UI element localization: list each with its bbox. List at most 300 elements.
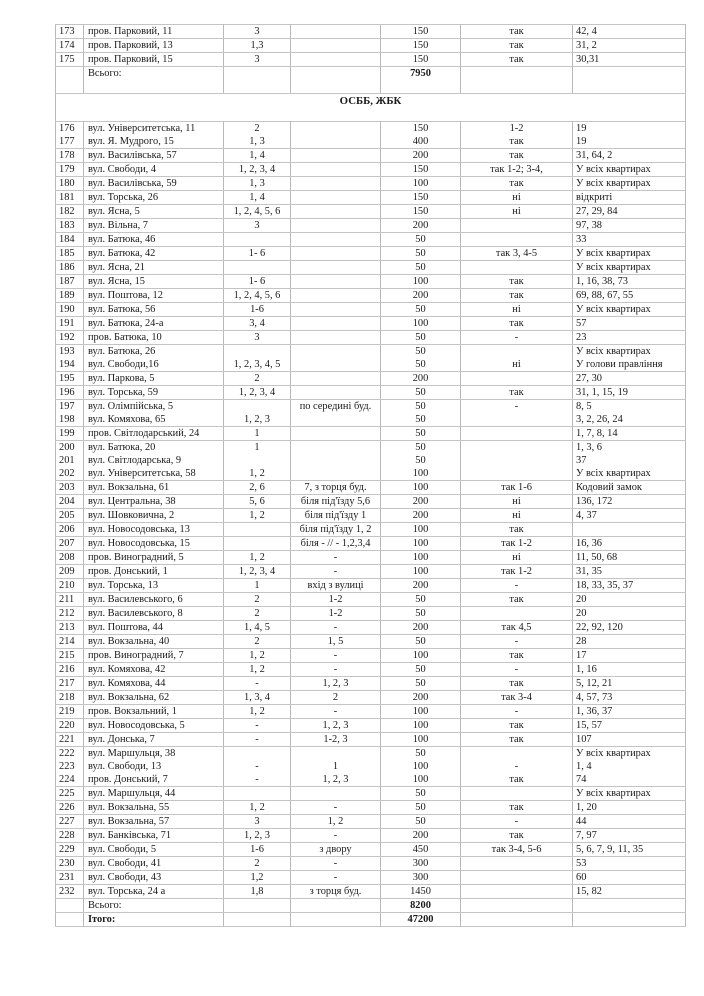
cell-position: з двору [291, 843, 381, 857]
cell-entrances [224, 787, 291, 801]
table-row [56, 149, 686, 163]
cell-position [291, 427, 381, 441]
cell-entrances: - [224, 719, 291, 733]
cell-position: 1, 2 [291, 815, 381, 829]
cell-volume: 50 [381, 345, 461, 359]
cell-code: так [461, 801, 573, 815]
cell-address: пров. Донський, 1 [84, 565, 224, 579]
cell-num: 217 [56, 677, 84, 691]
table-row [56, 565, 686, 579]
cell-address: пров. Донський, 7 [84, 773, 224, 787]
cell-volume: 50 [381, 815, 461, 829]
cell-position [291, 122, 381, 136]
cell-num: 232 [56, 885, 84, 899]
cell-entrances: 2 [224, 593, 291, 607]
cell-position [291, 177, 381, 191]
cell-num: 226 [56, 801, 84, 815]
cell-address: вул. Новосодовська, 13 [84, 523, 224, 537]
cell-code: - [461, 760, 573, 773]
cell-num: 174 [56, 39, 84, 53]
cell-address: вул. Свободи, 41 [84, 857, 224, 871]
cell-position: з торця буд. [291, 885, 381, 899]
cell-entrances: 1, 2, 4, 5, 6 [224, 289, 291, 303]
cell-apartments: 69, 88, 67, 55 [573, 289, 686, 303]
cell-volume: 150 [381, 39, 461, 53]
cell-address: вул. Університетська, 11 [84, 122, 224, 136]
cell-apartments: 30,31 [573, 53, 686, 67]
cell-num: 204 [56, 495, 84, 509]
cell-entrances: - [224, 773, 291, 787]
cell-num: 207 [56, 537, 84, 551]
cell-volume: 50 [381, 303, 461, 317]
cell-entrances [224, 913, 291, 927]
cell-num [56, 67, 84, 94]
cell-num: 206 [56, 523, 84, 537]
cell-address: вул. Вокзальна, 55 [84, 801, 224, 815]
cell-apartments: 1, 20 [573, 801, 686, 815]
cell-volume: 50 [381, 441, 461, 455]
section-rows [56, 122, 686, 899]
cell-entrances: 1, 2, 4, 5, 6 [224, 205, 291, 219]
cell-position: 1-2 [291, 607, 381, 621]
cell-apartments: 15, 82 [573, 885, 686, 899]
cell-entrances [224, 67, 291, 94]
cell-entrances: - [224, 733, 291, 747]
cell-entrances: 1 [224, 441, 291, 455]
cell-num: 197 [56, 400, 84, 414]
cell-code [461, 233, 573, 247]
cell-address: вул. Комяхова, 44 [84, 677, 224, 691]
cell-position [291, 39, 381, 53]
cell-address: вул. Торська, 59 [84, 386, 224, 400]
cell-address: вул. Комяхова, 42 [84, 663, 224, 677]
table-row [56, 787, 686, 801]
cell-entrances: 1- 6 [224, 275, 291, 289]
cell-apartments: 74 [573, 773, 686, 787]
cell-code: так [461, 649, 573, 663]
cell-entrances [224, 261, 291, 275]
cell-apartments: У всіх квартирах [573, 467, 686, 481]
cell-num: 209 [56, 565, 84, 579]
cell-volume: 50 [381, 454, 461, 467]
cell-entrances: 1, 2, 3, 4, 5 [224, 358, 291, 372]
cell-address: вул. Вокзальна, 40 [84, 635, 224, 649]
cell-apartments: У всіх квартирах [573, 247, 686, 261]
cell-apartments: 1, 16 [573, 663, 686, 677]
cell-apartments: 15, 57 [573, 719, 686, 733]
cell-num: 222 [56, 747, 84, 761]
cell-position: біля під'їзду 1, 2 [291, 523, 381, 537]
cell-apartments: 60 [573, 871, 686, 885]
cell-apartments: 33 [573, 233, 686, 247]
table-row [56, 719, 686, 733]
section-subtotal-label: Всього: [84, 899, 224, 913]
cell-address: вул. Новосодовська, 5 [84, 719, 224, 733]
cell-apartments: 1, 4 [573, 760, 686, 773]
table-row [56, 733, 686, 747]
cell-entrances: 1, 2 [224, 649, 291, 663]
cell-position: - [291, 857, 381, 871]
cell-entrances [224, 747, 291, 761]
cell-address: вул. Торська, 13 [84, 579, 224, 593]
cell-volume: 100 [381, 275, 461, 289]
cell-entrances [224, 400, 291, 414]
cell-volume: 100 [381, 467, 461, 481]
cell-volume: 50 [381, 400, 461, 414]
cell-volume: 50 [381, 593, 461, 607]
cell-address: пров. Батюка, 10 [84, 331, 224, 345]
cell-address: пров. Виноградний, 7 [84, 649, 224, 663]
cell-address: вул. Центральна, 38 [84, 495, 224, 509]
cell-num: 185 [56, 247, 84, 261]
cell-apartments: 42, 4 [573, 25, 686, 39]
cell-volume: 100 [381, 705, 461, 719]
cell-address: вул. Паркова, 5 [84, 372, 224, 386]
cell-code [461, 857, 573, 871]
cell-address: вул. Василевського, 6 [84, 593, 224, 607]
cell-position [291, 372, 381, 386]
cell-entrances: - [224, 677, 291, 691]
table-row [56, 331, 686, 345]
cell-address: вул. Ясна, 21 [84, 261, 224, 275]
cell-num: 223 [56, 760, 84, 773]
cell-code: так [461, 25, 573, 39]
table-row [56, 275, 686, 289]
table-row [56, 495, 686, 509]
cell-code: так [461, 289, 573, 303]
cell-volume: 300 [381, 871, 461, 885]
cell-entrances: 1, 2 [224, 509, 291, 523]
cell-volume: 50 [381, 747, 461, 761]
cell-entrances: 1, 2, 3 [224, 829, 291, 843]
cell-volume: 150 [381, 205, 461, 219]
table-row [56, 705, 686, 719]
cell-num: 210 [56, 579, 84, 593]
cell-apartments: 18, 33, 35, 37 [573, 579, 686, 593]
cell-apartments: 4, 37 [573, 509, 686, 523]
cell-apartments: У голови правління [573, 358, 686, 372]
cell-code: так [461, 149, 573, 163]
cell-num [56, 913, 84, 927]
cell-volume: 50 [381, 247, 461, 261]
cell-apartments: 28 [573, 635, 686, 649]
cell-apartments: 107 [573, 733, 686, 747]
cell-entrances: 1, 2, 3, 4 [224, 163, 291, 177]
cell-address: вул. Ясна, 15 [84, 275, 224, 289]
cell-num: 231 [56, 871, 84, 885]
cell-num: 182 [56, 205, 84, 219]
cell-position [291, 899, 381, 913]
table-row [56, 607, 686, 621]
cell-position: - [291, 801, 381, 815]
cell-position: 1 [291, 760, 381, 773]
cell-position [291, 67, 381, 94]
cell-address: вул. Свободи, 4 [84, 163, 224, 177]
table-row [56, 885, 686, 899]
cell-entrances: 1 [224, 579, 291, 593]
cell-num: 184 [56, 233, 84, 247]
subtotal-label: Всього: [84, 67, 224, 94]
cell-entrances: 1, 2, 3, 4 [224, 565, 291, 579]
cell-entrances [224, 523, 291, 537]
section-title-text: ОСББ, ЖБК [339, 95, 402, 107]
cell-volume: 50 [381, 427, 461, 441]
cell-address: вул. Шовковична, 2 [84, 509, 224, 523]
cell-address: вул. Донська, 7 [84, 733, 224, 747]
cell-position: 1, 2, 3 [291, 677, 381, 691]
cell-num: 225 [56, 787, 84, 801]
cell-position [291, 205, 381, 219]
cell-code [461, 885, 573, 899]
cell-volume: 200 [381, 149, 461, 163]
cell-address: вул. Ясна, 5 [84, 205, 224, 219]
cell-entrances: 2 [224, 122, 291, 136]
cell-apartments: У всіх квартирах [573, 303, 686, 317]
cell-num: 201 [56, 454, 84, 467]
cell-apartments: 19 [573, 135, 686, 149]
cell-address: пров. Парковий, 15 [84, 53, 224, 67]
table-row [56, 53, 686, 67]
cell-volume: 100 [381, 317, 461, 331]
cell-address: вул. Я. Мудрого, 15 [84, 135, 224, 149]
cell-position: біля - // - 1,2,3,4 [291, 537, 381, 551]
cell-address: вул. Олімпійська, 5 [84, 400, 224, 414]
cell-address: вул. Василівська, 59 [84, 177, 224, 191]
cell-entrances: 2 [224, 857, 291, 871]
cell-entrances: 3 [224, 25, 291, 39]
table-row [56, 579, 686, 593]
cell-apartments: 44 [573, 815, 686, 829]
cell-code [461, 607, 573, 621]
cell-position [291, 219, 381, 233]
table-row [56, 747, 686, 761]
cell-address: вул. Батюка, 56 [84, 303, 224, 317]
cell-code: - [461, 663, 573, 677]
cell-code [461, 413, 573, 427]
cell-code [461, 454, 573, 467]
cell-position [291, 467, 381, 481]
cell-address: вул. Світлодарська, 9 [84, 454, 224, 467]
cell-entrances: 1, 4, 5 [224, 621, 291, 635]
cell-num: 180 [56, 177, 84, 191]
cell-entrances: 3 [224, 331, 291, 345]
cell-volume: 200 [381, 579, 461, 593]
cell-apartments: 16, 36 [573, 537, 686, 551]
cell-entrances: 1, 2 [224, 801, 291, 815]
cell-apartments: 5, 12, 21 [573, 677, 686, 691]
cell-volume: 200 [381, 691, 461, 705]
subtotal-value: 7950 [381, 67, 461, 94]
cell-address: вул. Батюка, 24-а [84, 317, 224, 331]
cell-code [461, 467, 573, 481]
cell-code: ні [461, 191, 573, 205]
cell-volume: 100 [381, 481, 461, 495]
cell-apartments: 8, 5 [573, 400, 686, 414]
table-row [56, 39, 686, 53]
cell-code: так 4,5 [461, 621, 573, 635]
cell-entrances: 2 [224, 635, 291, 649]
cell-address: вул. Банківська, 71 [84, 829, 224, 843]
cell-address: вул. Василевського, 8 [84, 607, 224, 621]
cell-apartments: 1, 7, 8, 14 [573, 427, 686, 441]
cell-code: так [461, 317, 573, 331]
cell-num: 176 [56, 122, 84, 136]
cell-entrances: 1, 3, 4 [224, 691, 291, 705]
cell-num: 219 [56, 705, 84, 719]
cell-address: вул. Василівська, 57 [84, 149, 224, 163]
table-row [56, 829, 686, 843]
cell-apartments: 5, 6, 7, 9, 11, 35 [573, 843, 686, 857]
cell-code: так [461, 39, 573, 53]
cell-apartments: 20 [573, 607, 686, 621]
cell-code: ні [461, 509, 573, 523]
cell-position [291, 331, 381, 345]
section-subtotal-row [56, 899, 686, 913]
cell-volume: 150 [381, 25, 461, 39]
cell-position [291, 317, 381, 331]
cell-volume: 300 [381, 857, 461, 871]
section-before-rows [56, 25, 686, 67]
cell-entrances: 1, 2 [224, 705, 291, 719]
cell-address: вул. Вокзальна, 62 [84, 691, 224, 705]
cell-volume: 1450 [381, 885, 461, 899]
cell-volume: 100 [381, 551, 461, 565]
cell-entrances: 1,3 [224, 39, 291, 53]
cell-position [291, 454, 381, 467]
cell-code: так [461, 829, 573, 843]
table-row [56, 677, 686, 691]
cell-entrances: 1, 2, 3, 4 [224, 386, 291, 400]
cell-position: по середині буд. [291, 400, 381, 414]
cell-num [56, 899, 84, 913]
cell-num: 212 [56, 607, 84, 621]
cell-code: ні [461, 551, 573, 565]
cell-address: вул. Свободи, 13 [84, 760, 224, 773]
cell-apartments: 22, 92, 120 [573, 621, 686, 635]
cell-volume: 50 [381, 635, 461, 649]
cell-volume: 100 [381, 649, 461, 663]
cell-position [291, 163, 381, 177]
cell-apartments: 57 [573, 317, 686, 331]
table-row [56, 537, 686, 551]
cell-code: так [461, 677, 573, 691]
cell-apartments: 20 [573, 593, 686, 607]
cell-position: біля під'їзду 1 [291, 509, 381, 523]
cell-entrances: 3 [224, 53, 291, 67]
cell-apartments: У всіх квартирах [573, 177, 686, 191]
cell-volume: 200 [381, 372, 461, 386]
table-row [56, 621, 686, 635]
cell-position [291, 247, 381, 261]
cell-position [291, 261, 381, 275]
cell-code [461, 427, 573, 441]
cell-apartments: 31, 35 [573, 565, 686, 579]
table-row [56, 523, 686, 537]
cell-apartments: 1, 3, 6 [573, 441, 686, 455]
cell-apartments [573, 523, 686, 537]
cell-code: так [461, 523, 573, 537]
cell-volume: 200 [381, 829, 461, 843]
cell-address: вул. Торська, 24 а [84, 885, 224, 899]
cell-num: 178 [56, 149, 84, 163]
cell-code: 1-2 [461, 122, 573, 136]
cell-apartments: Кодовий замок [573, 481, 686, 495]
cell-apartments [573, 913, 686, 927]
table-row [56, 427, 686, 441]
cell-position: - [291, 829, 381, 843]
cell-entrances: 1 [224, 427, 291, 441]
cell-num: 196 [56, 386, 84, 400]
grand-total-value: 47200 [381, 913, 461, 927]
cell-address: вул. Університетська, 58 [84, 467, 224, 481]
table-row [56, 413, 686, 427]
table-row [56, 760, 686, 773]
cell-position: - [291, 705, 381, 719]
cell-code [461, 871, 573, 885]
cell-position [291, 135, 381, 149]
cell-entrances [224, 233, 291, 247]
table-row [56, 345, 686, 359]
table-row [56, 815, 686, 829]
table-row [56, 386, 686, 400]
cell-code [461, 441, 573, 455]
cell-position: 1-2 [291, 593, 381, 607]
grand-total-row [56, 913, 686, 927]
cell-num: 195 [56, 372, 84, 386]
cell-num: 192 [56, 331, 84, 345]
table-row [56, 773, 686, 787]
cell-num: 203 [56, 481, 84, 495]
cell-entrances [224, 345, 291, 359]
cell-apartments: 136, 172 [573, 495, 686, 509]
table-row [56, 400, 686, 414]
cell-code: - [461, 815, 573, 829]
cell-address: вул. Вокзальна, 61 [84, 481, 224, 495]
cell-apartments: 4, 57, 73 [573, 691, 686, 705]
cell-code [461, 67, 573, 94]
cell-code: так 1-2; 3-4, [461, 163, 573, 177]
cell-entrances: - [224, 760, 291, 773]
table-row [56, 843, 686, 857]
table-row [56, 663, 686, 677]
cell-position [291, 913, 381, 927]
cell-address: пров. Виноградний, 5 [84, 551, 224, 565]
cell-volume: 100 [381, 565, 461, 579]
cell-code [461, 261, 573, 275]
cell-address: вул. Комяхова, 65 [84, 413, 224, 427]
cell-position [291, 386, 381, 400]
cell-apartments: 1, 16, 38, 73 [573, 275, 686, 289]
table-row [56, 219, 686, 233]
cell-volume: 200 [381, 495, 461, 509]
table-row [56, 177, 686, 191]
table-row [56, 593, 686, 607]
cell-entrances [224, 899, 291, 913]
cell-num: 190 [56, 303, 84, 317]
cell-apartments: відкриті [573, 191, 686, 205]
cell-apartments: 37 [573, 454, 686, 467]
cell-num: 177 [56, 135, 84, 149]
cell-num: 211 [56, 593, 84, 607]
table-row [56, 857, 686, 871]
cell-position: - [291, 551, 381, 565]
cell-address: вул. Вільна, 7 [84, 219, 224, 233]
cell-position: 2 [291, 691, 381, 705]
cell-entrances: 3 [224, 219, 291, 233]
cell-num: 229 [56, 843, 84, 857]
cell-entrances: 2 [224, 607, 291, 621]
section-title [56, 94, 686, 122]
